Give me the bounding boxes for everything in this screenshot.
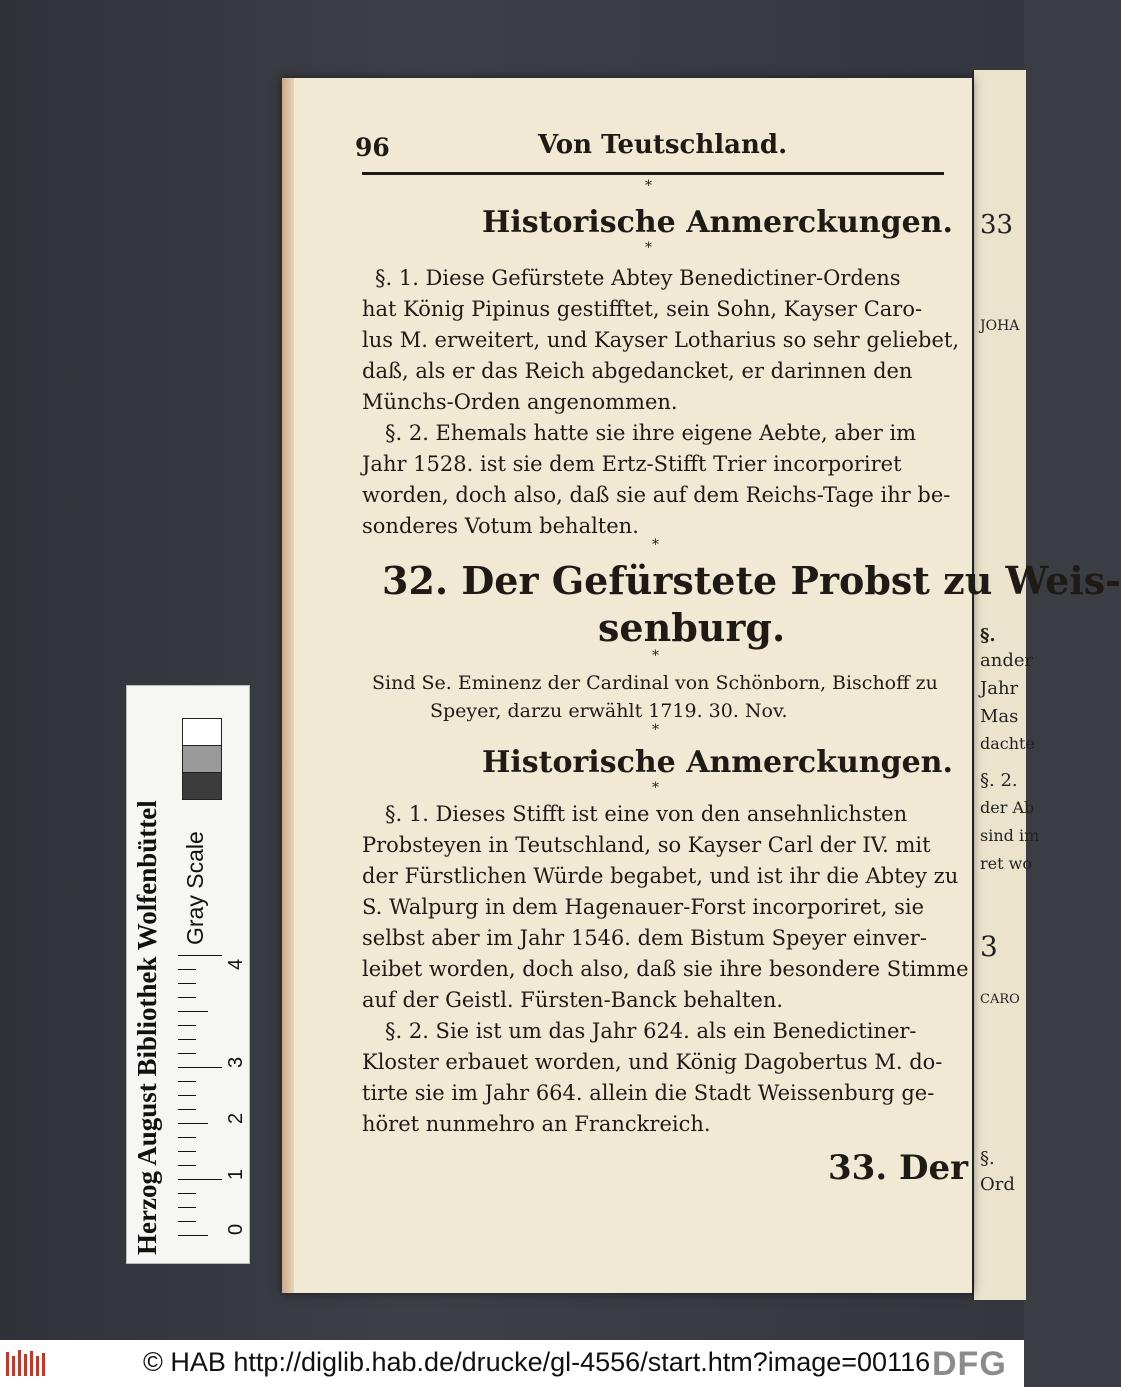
text-line: selbst aber im Jahr 1546. dem Bistum Speyer einver- (362, 926, 927, 950)
text-line: sonderes Votum behalten. (362, 514, 639, 538)
text-line: daß, als er das Reich abgedancket, er darinnen den (362, 359, 913, 383)
text-line: §. 2. Ehemals hatte sie ihre eigene Aebte, aber im (385, 421, 917, 445)
neighbor-text: Mas (980, 706, 1019, 727)
header-rule (362, 172, 944, 175)
text-line: auf der Geistl. Fürsten-Banck behalten. (362, 988, 784, 1012)
asterisk-ornament: * (645, 178, 652, 194)
ruler-number: 2 (225, 1112, 247, 1124)
gray-swatch-dark (182, 772, 222, 800)
ruler-number: 4 (225, 958, 247, 970)
neighbor-text: Ord (980, 1174, 1015, 1195)
centimeter-ruler (178, 955, 223, 1245)
asterisk-ornament: * (652, 780, 659, 796)
entry-title: 32. Der Gefürstete Probst zu Weis- (382, 558, 1121, 603)
asterisk-ornament: * (652, 537, 659, 553)
gray-swatch-white (182, 718, 222, 746)
text-line: tirte sie im Jahr 664. allein die Stadt Weissenburg ge- (362, 1081, 935, 1105)
text-line: leibet worden, doch also, daß sie ihre besondere Stimme (362, 957, 969, 981)
neighbor-text: Jahr (980, 678, 1019, 699)
gray-scale-label: Gray Scale (182, 831, 208, 945)
neighbor-text: 3 (980, 930, 998, 963)
text-line: Speyer, darzu erwählt 1719. 30. Nov. (430, 700, 788, 722)
entry-title: senburg. (598, 605, 786, 650)
text-line: hat König Pipinus gestifftet, sein Sohn, Kayser Caro- (362, 297, 923, 321)
asterisk-ornament: * (645, 240, 652, 256)
dfg-logo: DFG (932, 1345, 1007, 1383)
neighbor-text: sind im (980, 826, 1040, 845)
hab-logo-icon (4, 1348, 50, 1380)
text-line: §. 1. Diese Gefürstete Abtey Benedictiner-Ordens (375, 266, 901, 290)
asterisk-ornament: * (652, 722, 659, 738)
text-line: Sind Se. Eminenz der Cardinal von Schönborn, Bischoff zu (372, 672, 938, 694)
page-edge (282, 78, 294, 1293)
footer-bar (0, 1340, 1024, 1387)
text-line: §. 1. Dieses Stifft ist eine von den ansehnlichsten (385, 802, 908, 826)
text-line: Probsteyen in Teutschland, so Kayser Carl der IV. mit (362, 833, 931, 857)
gray-swatch-mid (182, 745, 222, 773)
text-line: Kloster erbauet worden, und König Dagobertus M. do- (362, 1050, 943, 1074)
text-line: S. Walpurg in dem Hagenauer-Forst incorporiret, sie (362, 895, 925, 919)
institution-label: Herzog August Bibliothek Wolfenbüttel (132, 800, 162, 1255)
text-line: §. 2. Sie ist um das Jahr 624. als ein Benedictiner- (385, 1019, 917, 1043)
neighbor-text: dachte (980, 734, 1035, 753)
section-heading: Historische Anmerckungen. (482, 745, 953, 780)
neighbor-text: §. (980, 1148, 995, 1169)
section-heading: Historische Anmerckungen. (482, 205, 953, 240)
text-line: Münchs-Orden angenommen. (362, 390, 678, 414)
running-title: Von Teutschland. (538, 130, 788, 160)
neighbor-text: CARO (980, 992, 1020, 1007)
copyright-link[interactable]: © HAB http://diglib.hab.de/drucke/gl-4556/start.htm?image=00116 (143, 1347, 931, 1377)
neighbor-text: ret wo (980, 854, 1032, 873)
neighbor-page (972, 70, 1040, 1300)
asterisk-ornament: * (652, 648, 659, 664)
neighbor-text: §. (980, 625, 996, 646)
text-line: worden, doch also, daß sie auf dem Reichs-Tage ihr be- (362, 483, 951, 507)
ruler-number: 3 (225, 1056, 247, 1068)
text-line: der Fürstlichen Würde begabet, und ist ihr die Abtey zu (362, 864, 959, 888)
neighbor-text: ander (980, 650, 1034, 671)
catchword: 33. Der (828, 1148, 969, 1188)
neighbor-text: §. 2. (980, 770, 1018, 791)
neighbor-text: JOHA (980, 318, 1020, 334)
ruler-number: 1 (225, 1168, 247, 1180)
text-line: lus M. erweitert, und Kayser Lotharius so sehr geliebet, (362, 328, 960, 352)
page-number: 96 (355, 133, 390, 162)
ruler-number: 0 (225, 1223, 247, 1235)
text-line: höret nunmehro an Franckreich. (362, 1112, 711, 1136)
text-line: Jahr 1528. ist sie dem Ertz-Stifft Trier incorporiret (362, 452, 902, 476)
neighbor-text: der Ab (980, 798, 1035, 817)
neighbor-text: 33 (980, 210, 1014, 240)
